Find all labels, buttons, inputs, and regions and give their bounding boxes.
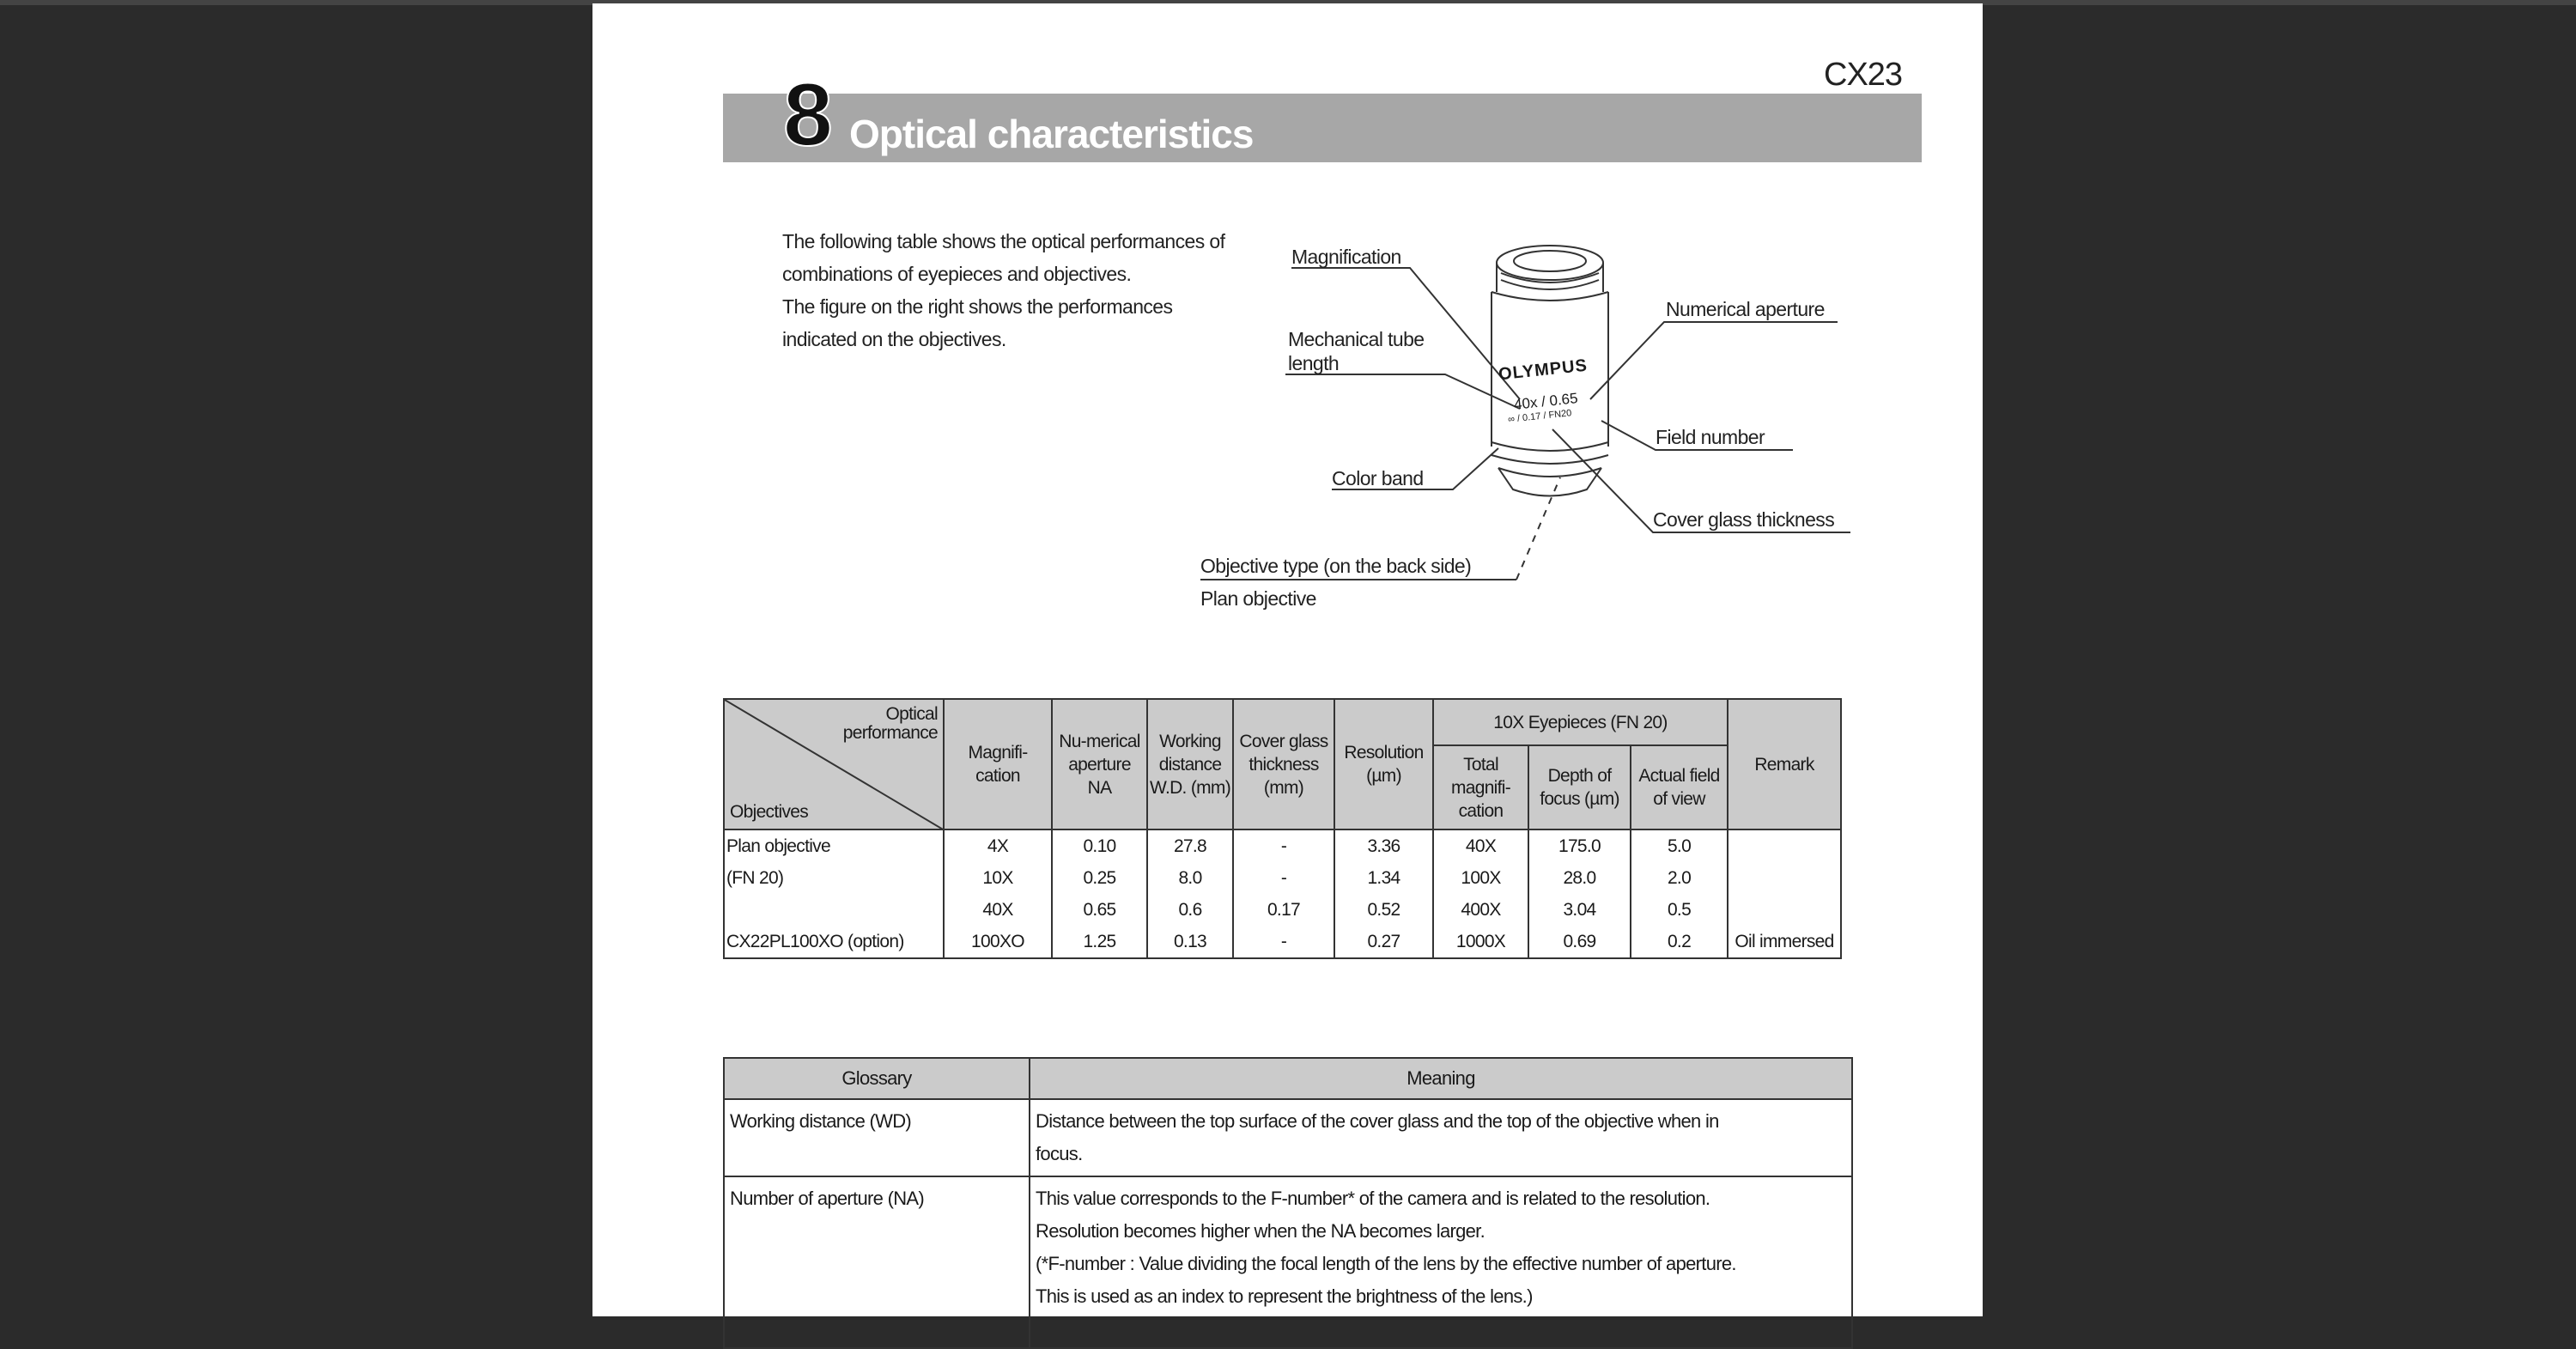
cell-cover: - xyxy=(1233,829,1334,862)
cell-remark xyxy=(1728,894,1841,926)
cell-na: 0.65 xyxy=(1052,894,1147,926)
cell-cover: - xyxy=(1233,926,1334,958)
intro-line: combinations of eyepieces and objectives. xyxy=(782,263,1132,285)
cell-field-of-view: 5.0 xyxy=(1631,829,1728,862)
cell-depth-of-focus: 28.0 xyxy=(1528,862,1631,894)
cell-depth-of-focus: 175.0 xyxy=(1528,829,1631,862)
label-tube-length-2: length xyxy=(1288,352,1340,374)
label-cover-glass: Cover glass thickness xyxy=(1653,508,1835,531)
label-objective-type: Objective type (on the back side) xyxy=(1200,555,1472,577)
meaning-line: This is used as an index to represent the brightness of the lens.) xyxy=(1036,1285,1533,1307)
document-page xyxy=(592,3,1983,1316)
header-optical-performance: Optical performance xyxy=(842,704,938,743)
glossary-meaning xyxy=(1030,1099,1852,1176)
cell-magnification: 10X xyxy=(944,862,1052,894)
glossary-row xyxy=(724,1099,1852,1176)
cell-resolution: 3.36 xyxy=(1334,829,1433,862)
header-eyepieces: 10X Eyepieces (FN 20) xyxy=(1433,699,1728,745)
glossary-table xyxy=(723,1057,1853,1349)
header-na: Nu-merical aperture NA xyxy=(1052,699,1147,829)
engraving-tube-cover-fn: ∞ / 0.17 / FN20 xyxy=(1507,408,1572,425)
optical-performance-table xyxy=(723,698,1842,959)
meaning-line: Resolution becomes higher when the NA becomes larger. xyxy=(1036,1220,1485,1242)
header-resolution: Resolution (µm) xyxy=(1334,699,1433,829)
glossary-header-term: Glossary xyxy=(724,1058,1030,1099)
intro-line: indicated on the objectives. xyxy=(782,328,1006,350)
cell-total-magnification: 400X xyxy=(1433,894,1528,926)
glossary-header-meaning: Meaning xyxy=(1030,1058,1852,1099)
cell-resolution: 0.27 xyxy=(1334,926,1433,958)
header-cover-glass: Cover glass thickness (mm) xyxy=(1233,699,1334,829)
header-total-magnification: Total magnifi-cation xyxy=(1433,745,1528,829)
glossary-row xyxy=(724,1176,1852,1348)
corner-header-cell xyxy=(724,699,944,829)
header-working-distance: Working distance W.D. (mm) xyxy=(1147,699,1233,829)
meaning-line: focus. xyxy=(1036,1143,1083,1164)
label-tube-length: Mechanical tube xyxy=(1288,328,1425,350)
model-name: CX23 xyxy=(1824,57,1903,93)
cell-resolution: 1.34 xyxy=(1334,862,1433,894)
cell-wd: 0.13 xyxy=(1147,926,1233,958)
cell-remark xyxy=(1728,829,1841,862)
cell-field-of-view: 2.0 xyxy=(1631,862,1728,894)
chapter-number: 8 xyxy=(783,65,833,165)
table-row xyxy=(724,894,1841,926)
cell-objective: (FN 20) xyxy=(724,862,944,894)
chapter-title: Optical characteristics xyxy=(849,112,1254,156)
glossary-term: Number of aperture (NA) xyxy=(724,1176,1030,1348)
intro-line: The figure on the right shows the performances xyxy=(782,295,1173,318)
label-plan-objective: Plan objective xyxy=(1200,587,1316,610)
label-color-band: Color band xyxy=(1332,467,1424,489)
label-field-number: Field number xyxy=(1656,426,1765,448)
engraving-magnification-na: 40x / 0.65 xyxy=(1513,390,1579,413)
cell-total-magnification: 40X xyxy=(1433,829,1528,862)
header-depth-of-focus: Depth of focus (µm) xyxy=(1528,745,1631,829)
intro-line: The following table shows the optical performances of xyxy=(782,230,1225,252)
meaning-line: (*F-number : Value dividing the focal length of the lens by the effective number of aperture. xyxy=(1036,1253,1736,1274)
cell-cover: - xyxy=(1233,862,1334,894)
cell-na: 0.25 xyxy=(1052,862,1147,894)
leader-numerical-aperture xyxy=(1590,322,1838,399)
cell-depth-of-focus: 3.04 xyxy=(1528,894,1631,926)
meaning-line: Distance between the top surface of the cover glass and the top of the objective when in xyxy=(1036,1110,1719,1132)
cell-total-magnification: 1000X xyxy=(1433,926,1528,958)
cell-wd: 27.8 xyxy=(1147,829,1233,862)
cell-magnification: 4X xyxy=(944,829,1052,862)
table-row xyxy=(724,926,1841,958)
cell-total-magnification: 100X xyxy=(1433,862,1528,894)
header-field-of-view: Actual field of view xyxy=(1631,745,1728,829)
header-remark: Remark xyxy=(1728,699,1841,829)
label-numerical-aperture: Numerical aperture xyxy=(1666,298,1825,320)
table-row xyxy=(724,829,1841,862)
header-objectives: Objectives xyxy=(730,802,809,822)
table-row xyxy=(724,862,1841,894)
cell-depth-of-focus: 0.69 xyxy=(1528,926,1631,958)
cell-wd: 8.0 xyxy=(1147,862,1233,894)
cell-resolution: 0.52 xyxy=(1334,894,1433,926)
cell-field-of-view: 0.2 xyxy=(1631,926,1728,958)
label-magnification: Magnification xyxy=(1291,246,1401,268)
meaning-line: This value corresponds to the F-number* of the camera and is related to the resolution. xyxy=(1036,1188,1710,1209)
cell-cover: 0.17 xyxy=(1233,894,1334,926)
cell-na: 1.25 xyxy=(1052,926,1147,958)
cell-na: 0.10 xyxy=(1052,829,1147,862)
glossary-meaning xyxy=(1030,1176,1852,1348)
cell-field-of-view: 0.5 xyxy=(1631,894,1728,926)
cell-objective xyxy=(724,894,944,926)
cell-magnification: 100XO xyxy=(944,926,1052,958)
cell-objective: CX22PL100XO (option) xyxy=(724,926,944,958)
cell-objective: Plan objective xyxy=(724,829,944,862)
cell-remark xyxy=(1728,862,1841,894)
olympus-logo: OLYMPUS xyxy=(1498,355,1589,385)
glossary-term: Working distance (WD) xyxy=(724,1099,1030,1176)
cell-remark: Oil immersed xyxy=(1728,926,1841,958)
cell-magnification: 40X xyxy=(944,894,1052,926)
leader-tube-length xyxy=(1285,374,1520,409)
header-magnification: Magnifi-cation xyxy=(944,699,1052,829)
cell-wd: 0.6 xyxy=(1147,894,1233,926)
